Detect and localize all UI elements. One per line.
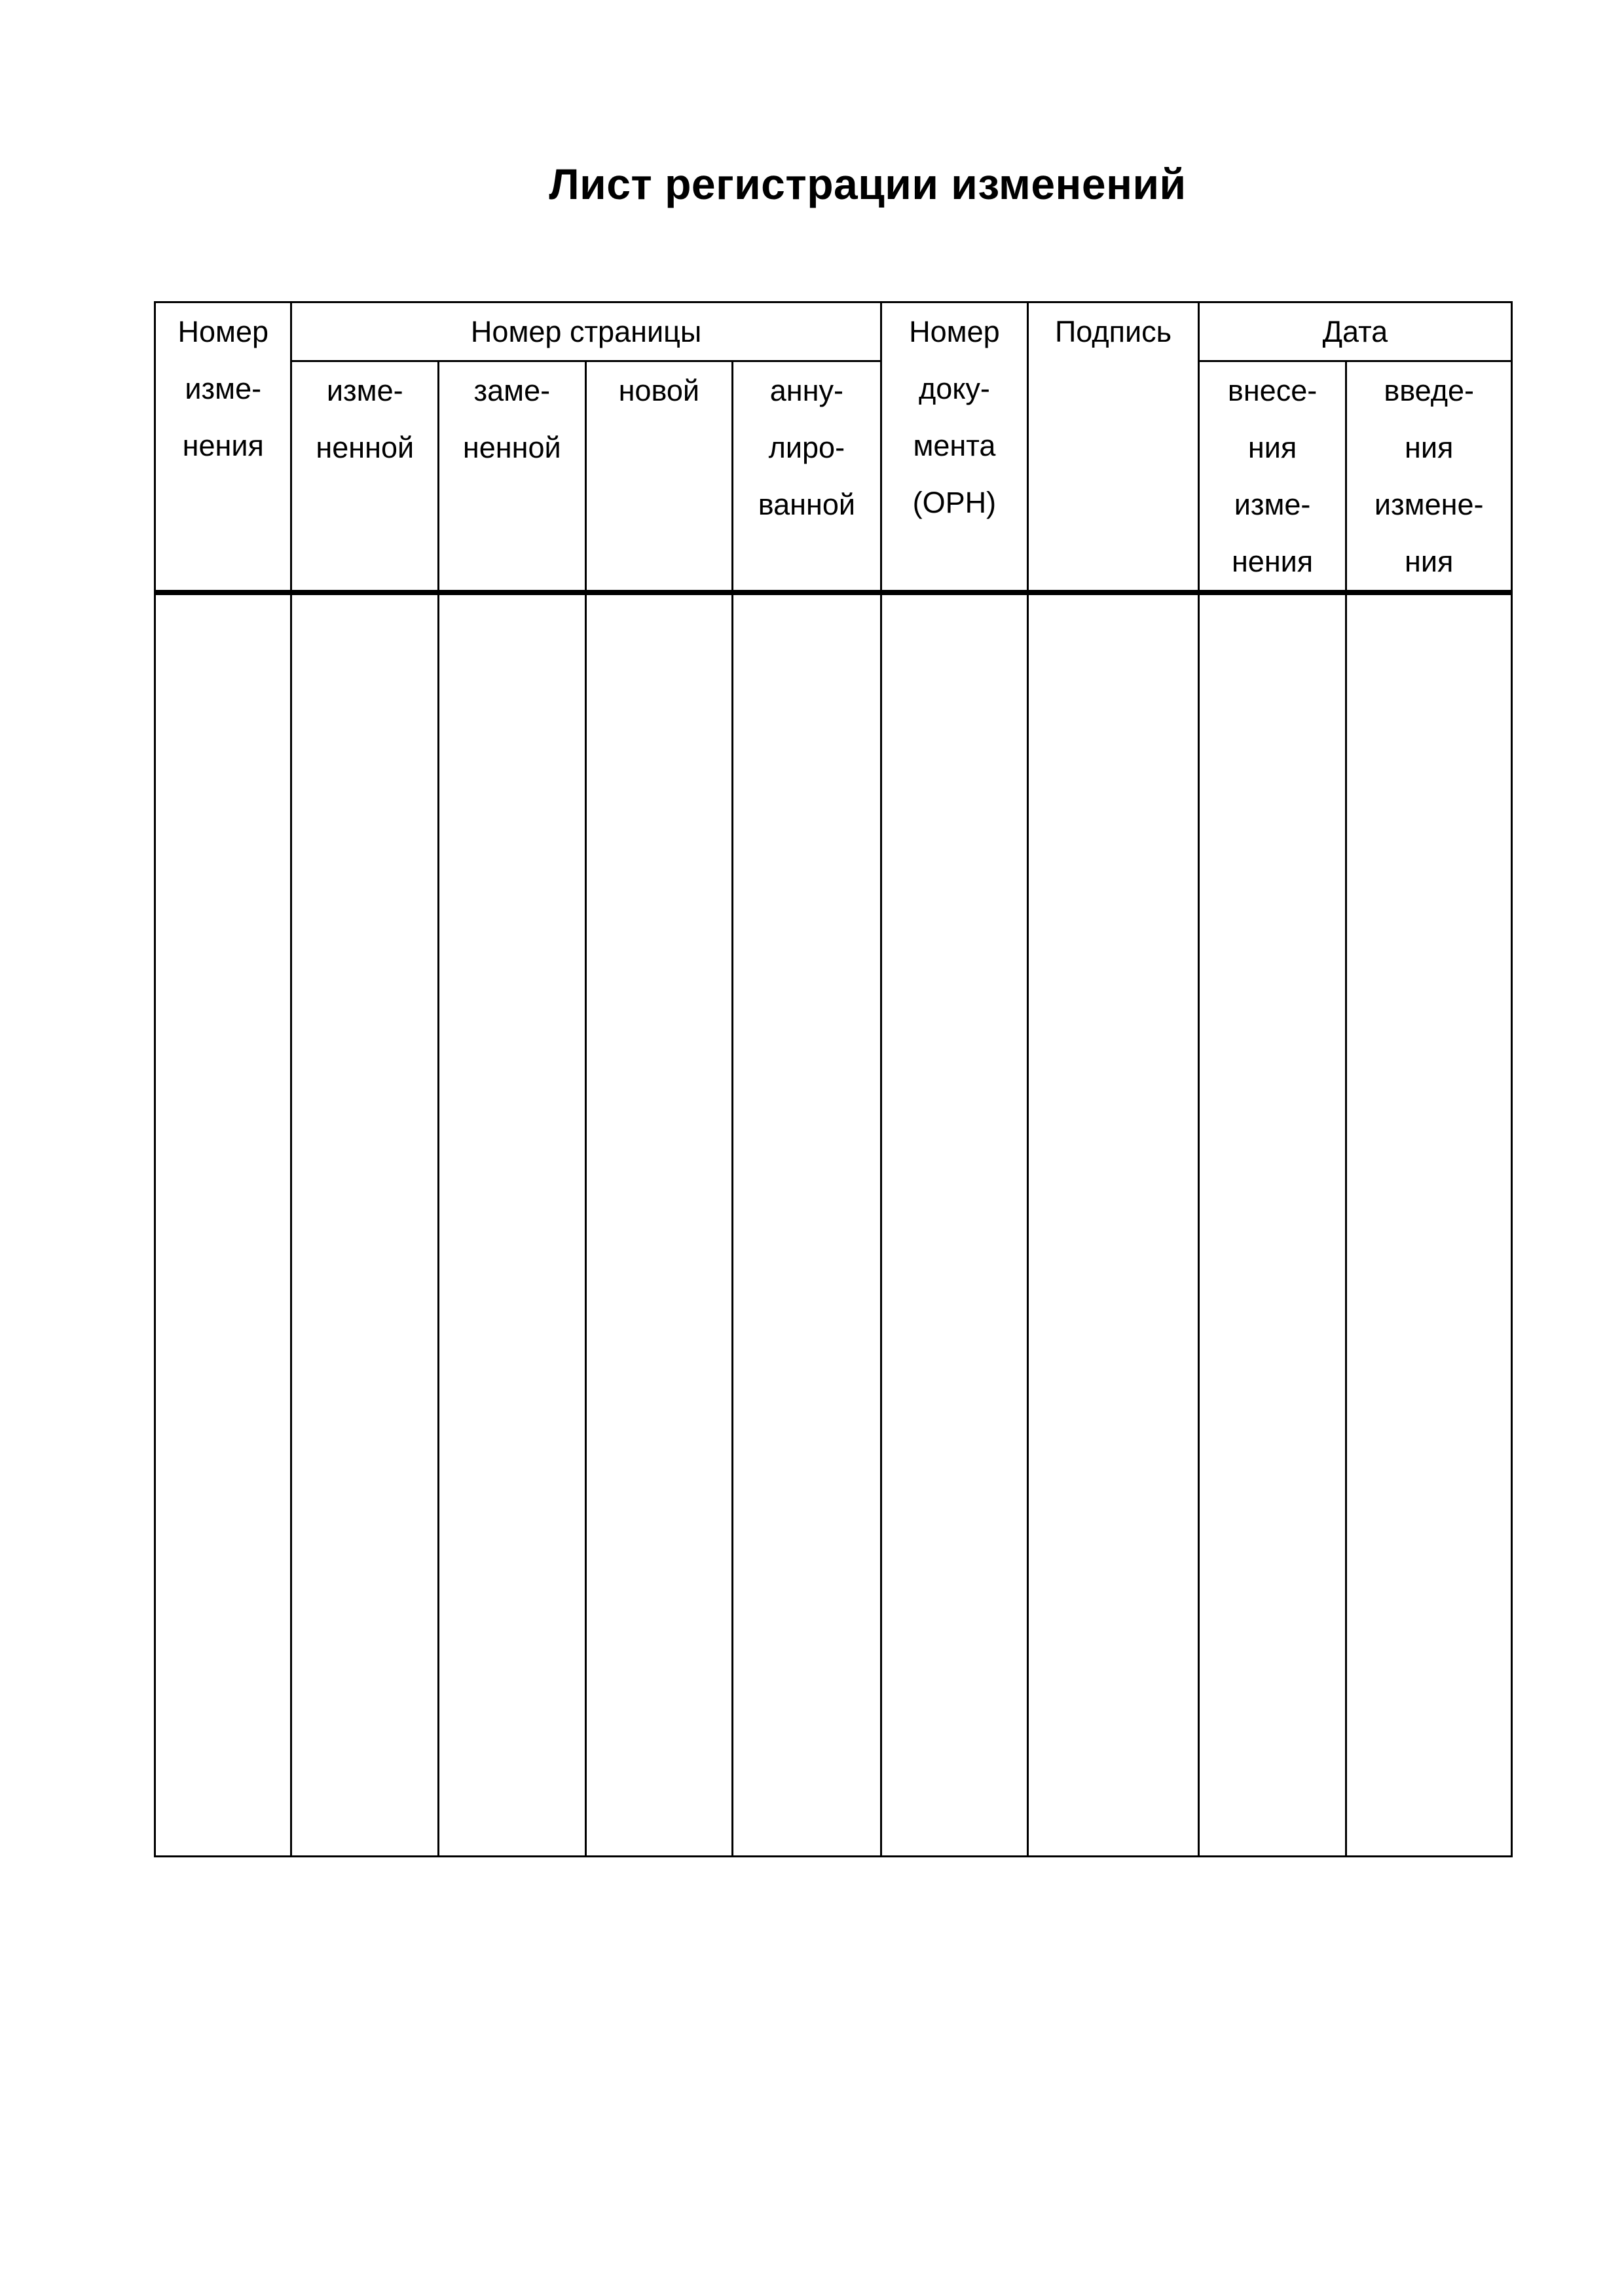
header-date-group: Дата — [1198, 302, 1511, 361]
cell-date-effective[interactable] — [1346, 592, 1512, 1857]
header-page-number-group: Номер страницы — [291, 302, 881, 361]
header-signature: Подпись — [1028, 302, 1199, 593]
table-row — [155, 592, 1512, 1857]
cell-page-changed[interactable] — [291, 592, 439, 1857]
header-page-new: новой — [585, 361, 733, 593]
cell-document-number[interactable] — [881, 592, 1028, 1857]
header-page-annulled: анну- лиро- ванной — [733, 361, 881, 593]
cell-page-replaced[interactable] — [439, 592, 586, 1857]
page-title: Лист регистрации изменений — [549, 160, 1187, 208]
header-date-entered: внесе- ния изме- нения — [1198, 361, 1346, 593]
cell-change-number[interactable] — [155, 592, 291, 1857]
header-page-changed: изме- ненной — [291, 361, 439, 593]
header-document-number: Номер доку- мента (ОРН) — [881, 302, 1028, 593]
header-page-replaced: заме- ненной — [439, 361, 586, 593]
change-registration-table — [154, 301, 1513, 1857]
header-change-number: Номер изме- нения — [155, 302, 291, 593]
cell-page-annulled[interactable] — [733, 592, 881, 1857]
cell-page-new[interactable] — [585, 592, 733, 1857]
header-date-effective: введе- ния измене- ния — [1346, 361, 1512, 593]
cell-signature[interactable] — [1028, 592, 1199, 1857]
cell-date-entered[interactable] — [1198, 592, 1346, 1857]
